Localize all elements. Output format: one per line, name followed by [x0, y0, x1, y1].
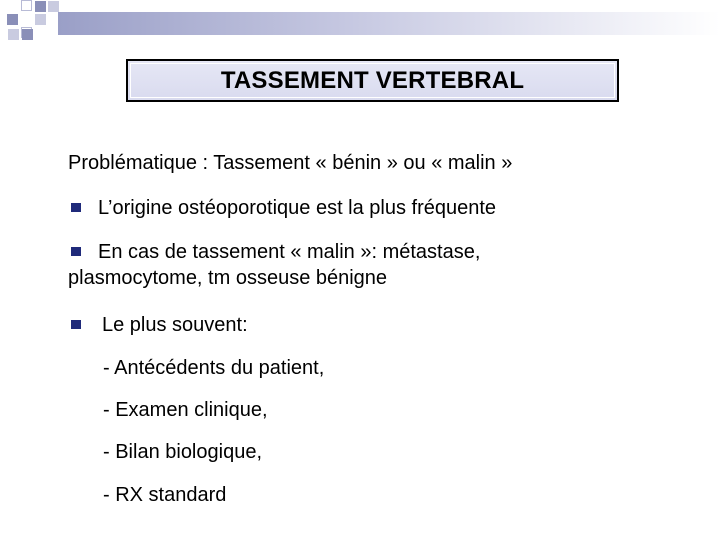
bullet-item-3: [71, 312, 248, 338]
bullet-text: Le plus souvent:: [102, 314, 248, 336]
sub-list-item: - Bilan biologique,: [103, 441, 262, 463]
corner-square: [35, 1, 46, 12]
corner-square: [7, 14, 18, 25]
sub-list-item: - RX standard: [103, 484, 227, 506]
bullet-item-2: [71, 239, 480, 265]
corner-square: [8, 29, 19, 40]
sub-list-item: - Antécédents du patient,: [103, 357, 325, 379]
bullet-item-2-continuation: plasmocytome, tm osseuse bénigne: [68, 267, 388, 289]
bullet-square-icon: [71, 203, 81, 212]
bullet-text: En cas de tassement « malin »: métastase,: [98, 241, 481, 263]
corner-square: [48, 1, 59, 12]
slide-title: TASSEMENT VERTEBRAL: [220, 66, 525, 94]
bullet-item-1: [71, 195, 496, 221]
header-gradient-band: [58, 12, 720, 35]
bullet-square-icon: [71, 247, 81, 256]
problem-statement: Problématique : Tassement « bénin » ou « malin »: [68, 152, 513, 174]
title-box: [126, 59, 619, 102]
corner-square: [35, 14, 46, 25]
corner-square: [22, 29, 33, 40]
corner-square: [21, 0, 32, 11]
sub-list-item: - Examen clinique,: [103, 399, 268, 421]
bullet-text: L’origine ostéoporotique est la plus fréquente: [98, 197, 497, 219]
bullet-square-icon: [71, 320, 81, 329]
